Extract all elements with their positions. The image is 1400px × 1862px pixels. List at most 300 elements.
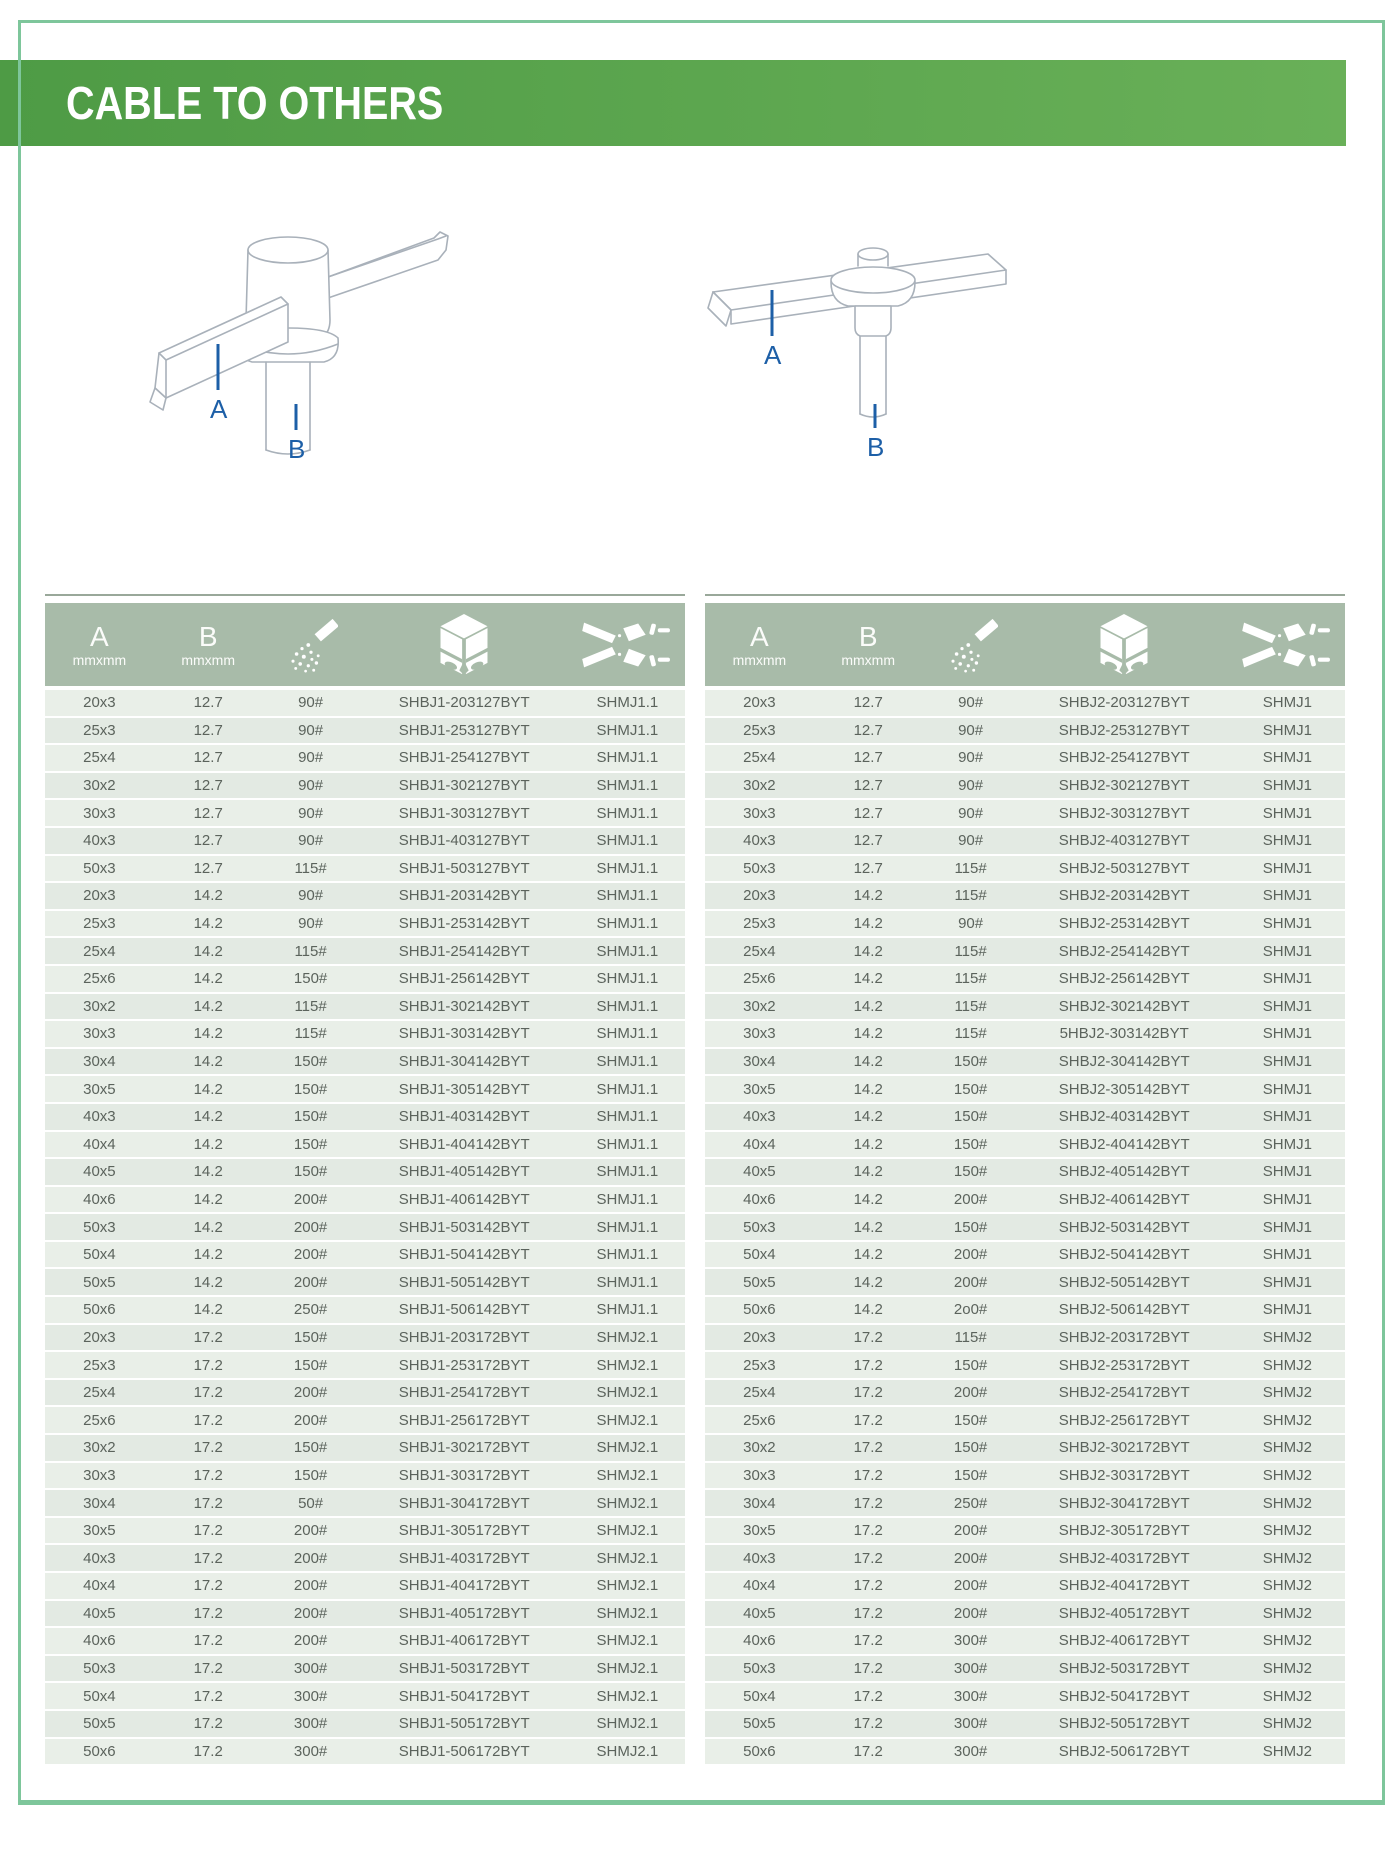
table-cell: SHBJ1-303127BYT [359,799,570,827]
table-cell: 40x4 [705,1572,814,1600]
table-cell: SHBJ2-203172BYT [1019,1324,1230,1352]
col-b-unit: mmxmm [181,651,236,668]
table-cell: 17.2 [814,1710,923,1738]
table-cell: 14.2 [814,1241,923,1269]
table-cell: SHMJ1 [1230,799,1345,827]
table-row [705,993,1345,1021]
table-cell: SHMJ1 [1230,1296,1345,1324]
table-cell: SHMJ1 [1230,1103,1345,1131]
table-cell: SHMJ1.1 [570,1186,685,1214]
table-row [705,1186,1345,1214]
table-cell: 14.2 [154,993,263,1021]
table-cell: SHMJ2 [1230,1462,1345,1490]
table-cell: SHBJ2-405172BYT [1019,1600,1230,1628]
table-cell: 25x3 [705,717,814,745]
table-row [705,1544,1345,1572]
table-row [705,1158,1345,1186]
table-cell: 12.7 [154,827,263,855]
table-cell: SHBJ2-504142BYT [1019,1241,1230,1269]
table-cell: 90# [263,772,359,800]
table-cell: 12.7 [814,744,923,772]
table-cell: 50x6 [705,1738,814,1766]
table-cell: 50x6 [45,1738,154,1766]
table-cell: 50# [263,1489,359,1517]
table-cell: SHBJ2-305142BYT [1019,1075,1230,1103]
table-row [45,855,685,883]
table-cell: 150# [923,1434,1019,1462]
table-cell: 90# [263,799,359,827]
table-cell: SHMJ1 [1230,882,1345,910]
table-row [45,882,685,910]
table-cell: SHBJ2-505172BYT [1019,1710,1230,1738]
table-row [705,717,1345,745]
spec-table-right [705,594,1345,1766]
table-cell: 14.2 [814,1186,923,1214]
table-cell: SHBJ2-302142BYT [1019,993,1230,1021]
table-cell: 150# [923,1048,1019,1076]
table-cell: SHBJ2-253127BYT [1019,717,1230,745]
table-cell: 12.7 [814,772,923,800]
table-cell: 50x6 [45,1296,154,1324]
table-row [45,1627,685,1655]
table-cell: SHBJ2-256142BYT [1019,965,1230,993]
table-cell: 150# [923,1406,1019,1434]
table-cell: 17.2 [814,1462,923,1490]
col-a-label: A [750,620,769,652]
table-cell: 17.2 [814,1600,923,1628]
table-cell: 40x3 [45,1103,154,1131]
col-a-unit: mmxmm [732,651,787,668]
table-cell: 20x3 [45,690,154,717]
table-cell: 17.2 [814,1517,923,1545]
table-top-rule [705,594,1345,596]
table-cell: SHMJ1.1 [570,1296,685,1324]
table-cell: 30x3 [45,799,154,827]
table-cell: 40x6 [45,1627,154,1655]
table-cell: 25x4 [45,1379,154,1407]
table-row [705,965,1345,993]
table-row [45,1075,685,1103]
table-cell: 200# [263,1544,359,1572]
table-cell: SHBJ1-404172BYT [359,1572,570,1600]
table-cell: 25x4 [705,937,814,965]
table-cell: 17.2 [154,1351,263,1379]
table-cell: 200# [923,1186,1019,1214]
table-cell: SHMJ2 [1230,1710,1345,1738]
table-cell: 14.2 [814,882,923,910]
col-a-label: A [90,620,109,652]
table-cell: 20x3 [705,882,814,910]
dimension-b-label: B [288,434,306,464]
table-cell: 50x5 [45,1268,154,1296]
table-cell: SHMJ1.1 [570,744,685,772]
table-cell: SHBJ1-256142BYT [359,965,570,993]
table-cell: SHMJ2.1 [570,1544,685,1572]
table-cell: SHMJ2.1 [570,1489,685,1517]
table-cell: 90# [923,910,1019,938]
table-cell: SHBJ2-503142BYT [1019,1213,1230,1241]
table-row [45,1682,685,1710]
table-cell: SHBJ1-304142BYT [359,1048,570,1076]
col-a-unit: mmxmm [72,651,127,668]
table-cell: 150# [263,1158,359,1186]
col-header-b [814,622,923,668]
table-row [705,1103,1345,1131]
table-cell: 40x3 [705,1544,814,1572]
table-cell: 14.2 [154,937,263,965]
table-cell: 14.2 [814,910,923,938]
table-cell: 17.2 [154,1517,263,1545]
table-cell: 12.7 [154,855,263,883]
table-row [45,827,685,855]
table-cell: 40x5 [705,1158,814,1186]
table-cell: SHBJ2-203127BYT [1019,690,1230,717]
table-cell: 17.2 [154,1710,263,1738]
table-cell: SHBJ1-405172BYT [359,1600,570,1628]
table-cell: 50x5 [705,1268,814,1296]
table-cell: 17.2 [154,1655,263,1683]
table-cell: 25x3 [45,910,154,938]
table-cell: SHMJ2 [1230,1324,1345,1352]
table-cell: 90# [263,744,359,772]
table-cell: 115# [923,937,1019,965]
table-cell: 17.2 [154,1682,263,1710]
table-cell: SHMJ1 [1230,1020,1345,1048]
table-cell: 14.2 [814,1048,923,1076]
table-cell: 200# [263,1600,359,1628]
table-cell: 25x4 [45,937,154,965]
table-cell: 14.2 [814,1213,923,1241]
table-cell: SHBJ1-403142BYT [359,1103,570,1131]
table-cell: 115# [923,965,1019,993]
col-header-b [154,622,263,668]
table-cell: 25x3 [705,1351,814,1379]
spec-table [45,690,685,1766]
table-cell: 14.2 [814,1296,923,1324]
table-cell: 14.2 [814,1075,923,1103]
table-row [45,1710,685,1738]
table-cell: SHMJ2.1 [570,1682,685,1710]
table-cell: 12.7 [154,690,263,717]
table-cell: 40x5 [45,1600,154,1628]
table-cell: 14.2 [154,1131,263,1159]
dimension-a-label: A [210,394,228,424]
table-cell: 300# [923,1738,1019,1766]
table-row [705,1296,1345,1324]
table-cell: 25x6 [45,1406,154,1434]
table-cell: 17.2 [814,1627,923,1655]
table-cell: 40x3 [45,1544,154,1572]
table-cell: 14.2 [814,937,923,965]
table-row [705,799,1345,827]
table-cell: 14.2 [154,1241,263,1269]
table-cell: 250# [263,1296,359,1324]
table-row [705,937,1345,965]
graphite-mold-icon [359,614,570,676]
table-cell: 90# [263,882,359,910]
page-title: CABLE TO OTHERS [66,77,444,129]
table-cell: SHMJ1.1 [570,1241,685,1269]
table-cell: 115# [263,855,359,883]
table-cell: SHBJ2-403127BYT [1019,827,1230,855]
table-cell: 150# [923,1158,1019,1186]
table-cell: 14.2 [154,1048,263,1076]
table-cell: 30x2 [45,1434,154,1462]
table-cell: 40x3 [705,827,814,855]
table-row [705,1351,1345,1379]
table-cell: 200# [263,1241,359,1269]
table-cell: SHBJ1-302142BYT [359,993,570,1021]
table-cell: 25x4 [45,744,154,772]
table-cell: 150# [923,1075,1019,1103]
table-cell: 50x3 [705,1213,814,1241]
table-cell: 12.7 [154,744,263,772]
table-row [45,1048,685,1076]
table-cell: SHBJ2-303172BYT [1019,1462,1230,1490]
table-cell: SHMJ1.1 [570,1131,685,1159]
table-cell: 20x3 [705,690,814,717]
table-cell: 17.2 [154,1324,263,1352]
table-cell: 200# [923,1379,1019,1407]
table-cell: SHBJ1-253142BYT [359,910,570,938]
table-cell: 25x6 [45,965,154,993]
table-cell: SHBJ2-302127BYT [1019,772,1230,800]
table-cell: SHBJ2-304172BYT [1019,1489,1230,1517]
table-row [705,1075,1345,1103]
table-cell: 30x5 [705,1517,814,1545]
table-cell: 90# [263,827,359,855]
col-b-label: B [858,620,878,652]
table-cell: SHBJ1-254172BYT [359,1379,570,1407]
table-cell: 12.7 [814,799,923,827]
table-cell: SHBJ1-303172BYT [359,1462,570,1490]
table-cell: 200# [923,1600,1019,1628]
table-cell: 14.2 [154,1020,263,1048]
table-cell: SHBJ2-302172BYT [1019,1434,1230,1462]
table-header [705,603,1345,686]
table-row [45,1406,685,1434]
table-row [705,1517,1345,1545]
col-b-unit: mmxmm [841,651,896,668]
table-cell: 17.2 [154,1434,263,1462]
table-cell: 14.2 [814,1020,923,1048]
table-cell: 5HBJ2-303142BYT [1019,1020,1230,1048]
table-cell: SHMJ2 [1230,1600,1345,1628]
table-cell: SHBJ2-304142BYT [1019,1048,1230,1076]
table-cell: 150# [263,1351,359,1379]
table-cell: 150# [263,1324,359,1352]
table-cell: 12.7 [154,772,263,800]
table-cell: SHBJ1-406172BYT [359,1627,570,1655]
table-row [705,1682,1345,1710]
diagram-cable-through-to-rod [138,192,468,487]
table-cell: SHMJ1 [1230,1241,1345,1269]
table-cell: SHBJ1-503142BYT [359,1213,570,1241]
table-cell: SHMJ1 [1230,937,1345,965]
table-cell: SHBJ1-404142BYT [359,1131,570,1159]
table-cell: SHBJ1-505172BYT [359,1710,570,1738]
table-cell: 200# [923,1517,1019,1545]
table-cell: SHBJ1-302172BYT [359,1434,570,1462]
table-cell: 17.2 [154,1572,263,1600]
table-cell: 14.2 [154,882,263,910]
table-cell: 14.2 [154,965,263,993]
table-row [45,1158,685,1186]
table-cell: 50x4 [45,1241,154,1269]
table-cell: SHMJ1.1 [570,855,685,883]
table-cell: 17.2 [814,1572,923,1600]
table-cell: SHMJ1.1 [570,1268,685,1296]
table-cell: 14.2 [154,1268,263,1296]
table-cell: 14.2 [814,993,923,1021]
clamp-tool-icon [1230,617,1345,673]
col-b-label: B [198,620,218,652]
table-row [45,1738,685,1766]
table-cell: 30x2 [705,993,814,1021]
table-cell: 30x2 [45,993,154,1021]
table-cell: 150# [923,1462,1019,1490]
clamp-tool-icon [570,617,685,673]
table-row [45,1351,685,1379]
table-cell: 300# [923,1627,1019,1655]
table-cell: 40x5 [45,1158,154,1186]
table-cell: 300# [263,1710,359,1738]
table-cell: SHMJ1 [1230,1048,1345,1076]
table-cell: 14.2 [154,1103,263,1131]
table-row [705,855,1345,883]
table-cell: 115# [263,937,359,965]
table-cell: 30x4 [705,1048,814,1076]
table-cell: SHBJ1-256172BYT [359,1406,570,1434]
table-cell: 12.7 [154,717,263,745]
table-row [45,1268,685,1296]
table-cell: SHMJ2.1 [570,1738,685,1766]
table-cell: 25x6 [705,965,814,993]
table-row [45,744,685,772]
table-row [705,1572,1345,1600]
table-cell: 17.2 [154,1462,263,1490]
table-cell: 40x4 [705,1131,814,1159]
table-row [45,772,685,800]
table-cell: 200# [923,1268,1019,1296]
table-cell: 17.2 [814,1682,923,1710]
table-cell: SHMJ1.1 [570,882,685,910]
table-cell: 30x2 [705,772,814,800]
table-row [705,1434,1345,1462]
table-cell: 30x3 [705,799,814,827]
table-cell: 50x3 [705,1655,814,1683]
table-row [45,1103,685,1131]
table-cell: 115# [263,1020,359,1048]
table-row [45,1379,685,1407]
table-cell: 150# [263,965,359,993]
table-cell: SHMJ2 [1230,1517,1345,1545]
table-cell: 20x3 [45,882,154,910]
table-cell: SHMJ1.1 [570,1158,685,1186]
table-cell: SHMJ2.1 [570,1517,685,1545]
table-cell: 40x3 [705,1103,814,1131]
table-cell: 50x3 [45,1655,154,1683]
table-cell: SHMJ1.1 [570,717,685,745]
table-cell: SHMJ1.1 [570,1213,685,1241]
dimension-b-label: B [867,432,885,462]
table-row [705,910,1345,938]
table-cell: 30x2 [45,772,154,800]
table-cell: 150# [923,1213,1019,1241]
table-row [45,1241,685,1269]
table-cell: 30x4 [45,1489,154,1517]
table-cell: SHMJ1.1 [570,690,685,717]
table-cell: 25x3 [705,910,814,938]
table-cell: SHBJ2-254142BYT [1019,937,1230,965]
table-row [45,1517,685,1545]
table-cell: 30x4 [45,1048,154,1076]
table-cell: 17.2 [814,1406,923,1434]
table-cell: SHMJ2 [1230,1489,1345,1517]
table-row [45,1324,685,1352]
table-row [705,744,1345,772]
table-cell: 25x6 [705,1406,814,1434]
table-cell: SHMJ1.1 [570,799,685,827]
table-cell: 30x5 [705,1075,814,1103]
table-cell: SHMJ2.1 [570,1351,685,1379]
table-cell: 40x4 [45,1572,154,1600]
table-cell: 12.7 [154,799,263,827]
table-cell: SHMJ2.1 [570,1434,685,1462]
table-cell: 90# [923,772,1019,800]
table-row [45,1131,685,1159]
table-cell: 90# [263,690,359,717]
table-cell: 17.2 [814,1351,923,1379]
table-cell: SHBJ1-253172BYT [359,1351,570,1379]
table-cell: 200# [263,1627,359,1655]
table-cell: 17.2 [814,1738,923,1766]
table-cell: 115# [923,993,1019,1021]
table-cell: 30x5 [45,1517,154,1545]
table-cell: 300# [263,1655,359,1683]
table-cell: 12.7 [814,690,923,717]
table-row [45,993,685,1021]
table-cell: 150# [923,1131,1019,1159]
table-row [705,1655,1345,1683]
table-cell: SHBJ2-406172BYT [1019,1627,1230,1655]
table-cell: SHMJ2 [1230,1379,1345,1407]
table-cell: 200# [263,1517,359,1545]
table-cell: 40x6 [705,1186,814,1214]
table-cell: 30x2 [705,1434,814,1462]
table-cell: 50x3 [705,855,814,883]
table-cell: SHMJ1 [1230,690,1345,717]
table-cell: 12.7 [814,717,923,745]
table-cell: 150# [263,1131,359,1159]
table-cell: SHMJ1 [1230,965,1345,993]
table-cell: 17.2 [814,1655,923,1683]
table-cell: 200# [263,1186,359,1214]
table-cell: SHBJ1-405142BYT [359,1158,570,1186]
table-cell: SHMJ2 [1230,1434,1345,1462]
table-cell: 40x4 [45,1131,154,1159]
table-cell: SHBJ2-254127BYT [1019,744,1230,772]
table-cell: 200# [263,1379,359,1407]
table-cell: SHMJ2.1 [570,1600,685,1628]
table-cell: SHMJ1 [1230,717,1345,745]
table-cell: SHMJ1.1 [570,1048,685,1076]
table-cell: 50x4 [705,1241,814,1269]
table-cell: 17.2 [154,1600,263,1628]
table-cell: SHBJ2-405142BYT [1019,1158,1230,1186]
table-cell: 150# [263,1048,359,1076]
table-cell: SHMJ1.1 [570,1020,685,1048]
